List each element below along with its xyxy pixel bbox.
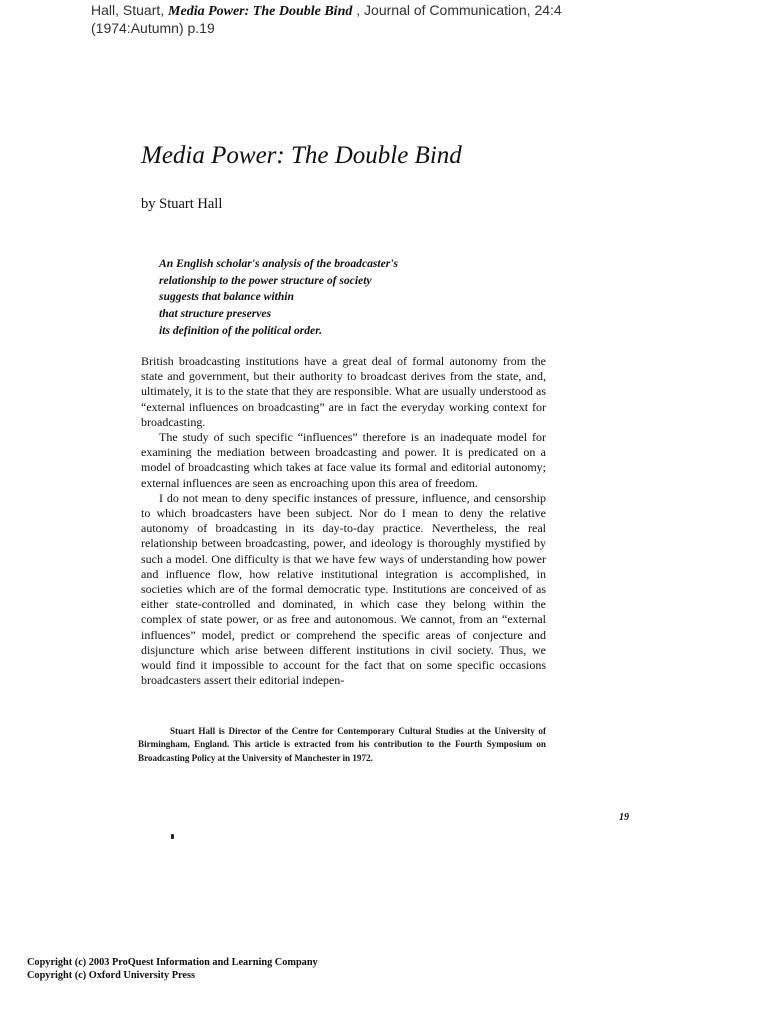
abstract-line: relationship to the power structure of society (159, 273, 372, 287)
body-paragraph: I do not mean to deny specific instances of pressure, influence, and censorship to which broadcasters have been subject. Nor do I mean to deny the relative autonomy of broadcasting in its day-to-day practice. Nevertheless, the real relationship between broadcasting, power, and ideology is thoroughly mystified by such a model. One difficulty is that we have few ways of understanding how power and influence flow, how relative institutional integration is accomplished, in societies which are of the formal democratic type. Institutions are conceived of as either state-controlled and dominated, in which case they belong within the complex of state power, or as free and autonomous. We cannot, from an “external influences” model, predict or comprehend the specific areas of conjecture and disjuncture which arise between different institutions in civil society. Thus, we would find it impossible to account for the fact that on some specific occasions broadcasters assert their editorial indepen- (141, 490, 546, 688)
abstract (159, 256, 459, 340)
citation-journal: , Journal of Communication, 24:4 (352, 2, 562, 18)
footnote-text: Stuart Hall is Director of the Centre for Contemporary Cultural Studies at the University of Birmingham, England. This article is extracted from his contribution to the Fourth Symposium on Broadcasting Policy at the University of Manchester in 1972. (138, 726, 546, 763)
citation-title: Media Power: The Double Bind (168, 4, 353, 19)
abstract-line: its definition of the political order. (159, 323, 322, 337)
abstract-line: An English scholar's analysis of the broadcaster's (159, 257, 399, 270)
scan-speck (171, 834, 174, 839)
abstract-line: suggests that balance within (159, 290, 294, 304)
copyright-line: Copyright (c) 2003 ProQuest Information and Learning Company (27, 957, 318, 968)
body-paragraph: British broadcasting institutions have a great deal of formal autonomy from the state and government, but their authority to broadcast derives from the state, and, ultimately, it is to the state that they are responsible. What are usually understood as “external influences on broadcasting” are in fact the everyday working context for broadcasting. (141, 354, 546, 429)
citation-header (91, 2, 741, 37)
citation-author: Hall, Stuart, (91, 2, 169, 18)
byline: by Stuart Hall (141, 196, 223, 212)
copyright-line: Copyright (c) Oxford University Press (27, 969, 195, 981)
abstract-line: that structure preserves (159, 307, 272, 321)
citation-issue: (1974:Autumn) p.19 (91, 20, 215, 36)
page-number: 19 (619, 812, 629, 823)
body-paragraph: The study of such specific “influences” therefore is an inadequate model for examining the mediation between broadcasting and power. It is predicated on a model of broadcasting which takes at face value its formal and editorial autonomy; external influences are seen as encroaching upon this area of freedom. (141, 430, 546, 490)
article-title: Media Power: The Double Bind (141, 142, 462, 169)
author-footnote (138, 725, 546, 765)
copyright-notice (27, 957, 318, 982)
article-body (141, 354, 546, 688)
